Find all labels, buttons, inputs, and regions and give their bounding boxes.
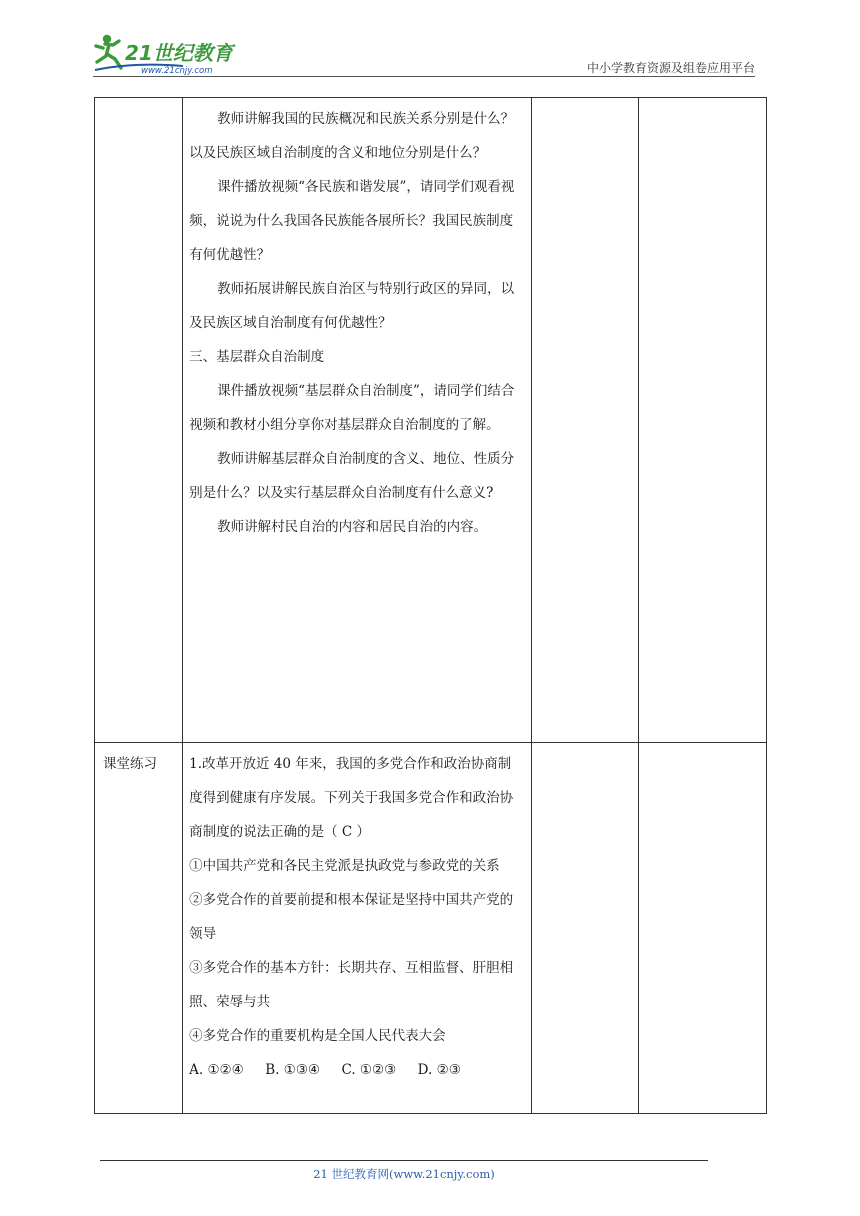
runner-body xyxy=(96,41,121,68)
statement-item: ③多党合作的基本方针：长期共存、互相监督、肝胆相照、荣辱与共 xyxy=(189,960,514,1010)
statement-item: ①中国共产党和各民主党派是执政党与参政党的关系 xyxy=(189,858,500,874)
practice-intent-cell xyxy=(638,743,766,1114)
content-paragraph: 教师拓展讲解民族自治区与特别行政区的异同，以及民族区域自治制度有何优越性？ xyxy=(189,281,515,331)
content-paragraph: 教师讲解基层群众自治制度的含义、地位、性质分别是什么？以及实行基层群众自治制度有什么意义? xyxy=(189,451,515,501)
header-divider xyxy=(93,76,755,77)
teaching-content xyxy=(183,98,531,544)
teaching-content-cell xyxy=(183,98,532,743)
practice-student-cell xyxy=(531,743,638,1114)
runner-head xyxy=(103,35,111,43)
content-paragraph: 教师讲解村民自治的内容和居民自治的内容。 xyxy=(217,519,488,535)
content-paragraph: 三、基层群众自治制度 xyxy=(189,349,325,365)
practice-content xyxy=(183,743,531,1087)
answer-options: A. ①②④ B. ①③④ C. ①②③ D. ②③ xyxy=(189,1062,461,1078)
statement-item: ④多党合作的重要机构是全国人民代表大会 xyxy=(189,1028,446,1044)
question-text: 1.改革开放近 40 年来，我国的多党合作和政治协商制度得到健康有序发展。下列关于我国多党合作和政治协商制度的说法正确的是（ C ） xyxy=(189,756,514,840)
logo-url: www.21cnjy.com xyxy=(141,66,213,76)
table-row-practice xyxy=(95,743,767,1114)
statement-list xyxy=(189,849,523,1053)
site-logo[interactable] xyxy=(93,32,263,76)
content-paragraph: 课件播放视频“基层群众自治制度”，请同学们结合视频和教材小组分享你对基层群众自治制度的了解。 xyxy=(189,383,515,433)
row-label-empty xyxy=(95,98,183,743)
footer-divider xyxy=(100,1160,708,1161)
footer-link[interactable]: 21 世纪教育网(www.21cnjy.com) xyxy=(313,1167,495,1181)
practice-content-cell xyxy=(183,743,532,1114)
content-paragraph: 课件播放视频“各民族和谐发展”，请同学们观看视频，说说为什么我国各民族能各展所长？我国民族制度有何优越性？ xyxy=(189,179,515,263)
page-header xyxy=(93,28,755,78)
content-paragraph: 教师讲解我国的民族概况和民族关系分别是什么？以及民族区域自治制度的含义和地位分别是什么？ xyxy=(189,111,515,161)
student-activity-cell xyxy=(531,98,638,743)
design-intent-cell xyxy=(638,98,766,743)
logo-text: 21世纪教育 xyxy=(125,41,233,65)
statement-item: ②多党合作的首要前提和根本保证是坚持中国共产党的领导 xyxy=(189,892,514,942)
table-row-activity xyxy=(95,98,767,743)
lesson-table xyxy=(94,97,767,1114)
platform-tagline: 中小学教育资源及组卷应用平台 xyxy=(586,61,755,75)
practice-label: 课堂练习 xyxy=(103,756,157,772)
practice-label-cell xyxy=(95,743,183,1114)
